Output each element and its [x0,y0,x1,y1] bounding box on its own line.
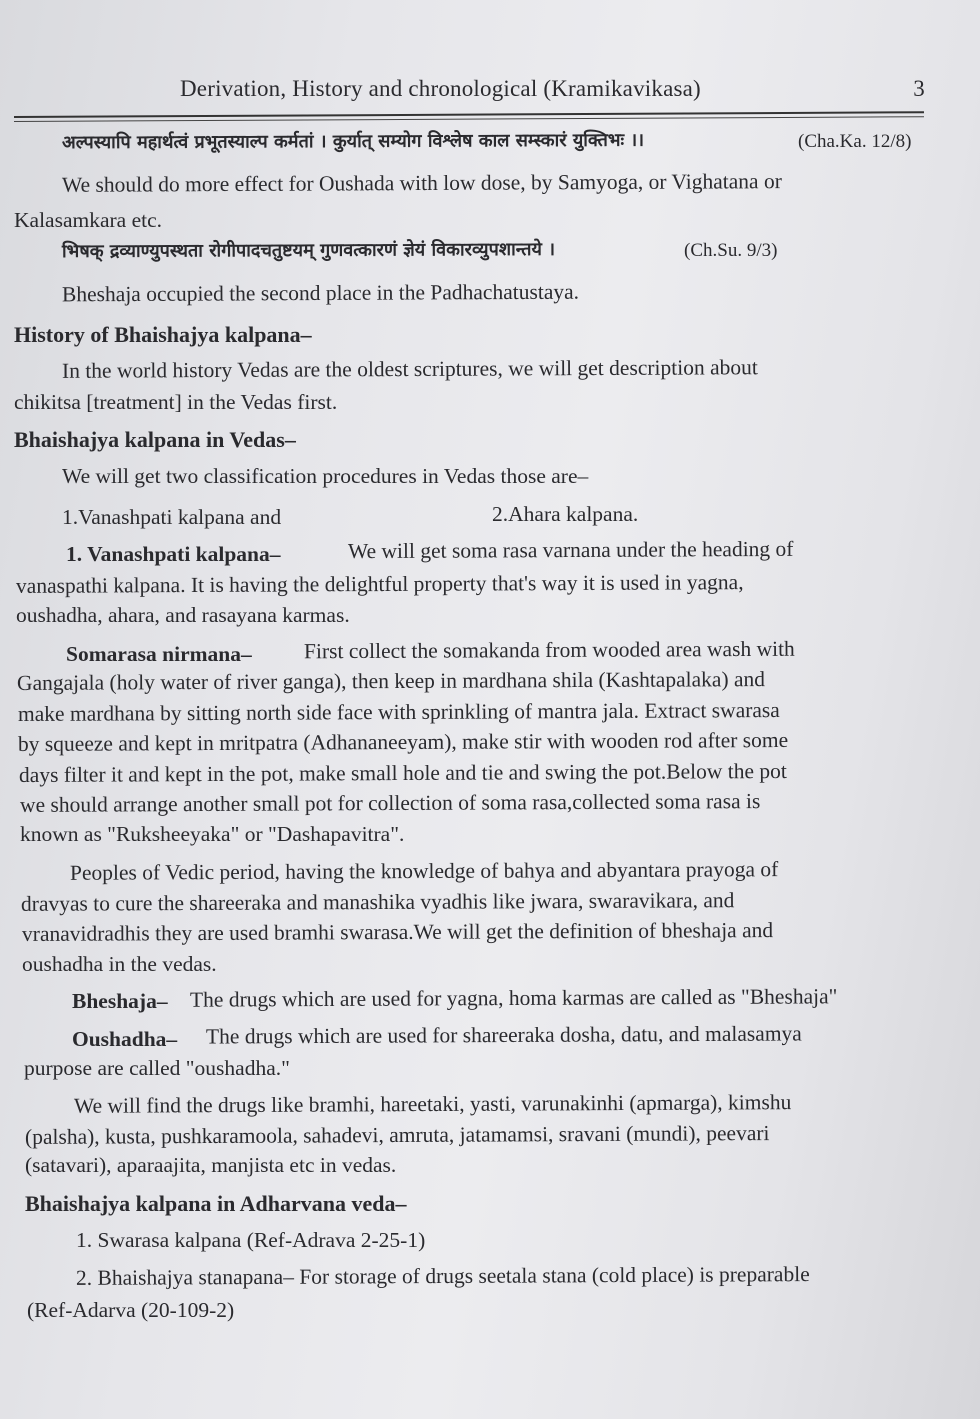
term-heading: Bheshaja– [72,989,168,1013]
list-item: 1. Swarasa kalpana (Ref-Adrava 2-25-1) [76,1228,426,1252]
subheading: Somarasa nirmana– [66,642,252,666]
term-heading: Oushadha– [72,1027,178,1051]
body-line: dravyas to cure the shareeraka and manashika vyadhis like jwara, swaravikara, and [20,888,735,916]
body-line: days filter it and kept in the pot, make small hole and tie and swing the pot.Below the pot [18,758,787,788]
body-line: purpose are called "oushadha." [24,1056,290,1080]
list-item: 2. Bhaishajya stanapana– For storage of drugs seetala stana (cold place) is preparable [75,1262,810,1290]
page-number: 3 [913,76,925,101]
body-line: make mardhana by sitting north side face with sprinkling of mantra jala. Extract swarasa [17,698,780,726]
body-line: We will get two classification procedures in Vedas those are– [62,464,589,488]
section-heading: History of Bhaishajya kalpana– [14,322,312,347]
body-line: oushadha in the vedas. [22,952,217,976]
verse-reference: (Cha.Ka. 12/8) [798,131,912,152]
body-line: In the world history Vedas are the oldest scriptures, we will get description about [61,355,758,383]
body-line: We will find the drugs like bramhi, hareetaki, yasti, varunakinhi (apmarga), kimshu [73,1090,792,1118]
body-line: The drugs which are used for yagna, homa karmas are called as "Bheshaja" [189,984,838,1012]
sanskrit-verse: भिषक् द्रव्याण्युपस्थता रोगीपादचतुष्टयम् गुणवत्कारणं ज्ञेयं विकारव्युपशान्तये । [61,238,556,263]
body-line: Bheshaja occupied the second place in the Padhachatustaya. [61,279,580,307]
header-title: Derivation, History and chronological (Kramikavikasa) [180,76,701,101]
verse-reference: (Ch.Su. 9/3) [684,240,778,261]
section-heading: Bhaishajya kalpana in Vedas– [14,427,296,452]
body-line: by squeeze and kept in mritpatra (Adhananeeyam), make stir with wooden rod after some [17,727,789,757]
running-header [180,76,925,112]
body-line: oushadha, ahara, and rasayana karmas. [16,603,350,627]
list-item: 2.Ahara kalpana. [492,502,639,526]
body-line: First collect the somakanda from wooded area wash with [303,636,795,664]
body-line: We should do more effect for Oushada with low dose, by Samyoga, or Vighatana or [61,169,782,197]
body-line: (palsha), kusta, pushkaramoola, sahadevi, amruta, jatamamsi, sravani (mundi), peevari [24,1121,770,1149]
section-heading: Bhaishajya kalpana in Adharvana veda– [25,1191,407,1216]
body-line: The drugs which are used for shareeraka dosha, datu, and malasamya [205,1021,802,1049]
body-line: chikitsa [treatment] in the Vedas first. [14,390,338,414]
sanskrit-verse: अल्पस्यापि महार्थत्वं प्रभूतस्याल्प कर्मतां । कुर्यात् सम्योग विश्लेष काल सम्स्कारं युक्तिभः ।। [61,129,645,154]
body-line: Gangajala (holy water of river ganga), then keep in mardhana shila (Kashtapalaka) and [16,667,766,695]
body-line: vranavidradhis they are used bramhi swarasa.We will get the definition of bheshaja and [21,918,774,946]
body-line: we should arrange another small pot for collection of soma rasa,collected soma rasa is [19,789,761,817]
body-line: We will get soma rasa varnana under the heading of [347,536,794,564]
body-line: known as "Ruksheeyaka" or "Dashapavitra". [20,822,405,846]
body-line: vanaspathi kalpana. It is having the delightful property that's way it is used in yagna, [15,570,744,598]
body-line: (satavari), aparaajita, manjista etc in vedas. [25,1153,397,1177]
body-line: Peoples of Vedic period, having the knowledge of bahya and abyantara prayoga of [69,857,779,885]
body-line: Kalasamkara etc. [14,208,163,232]
list-item: 1.Vanashpati kalpana and [62,505,282,529]
body-line: (Ref-Adarva (20-109-2) [27,1298,235,1322]
subheading: 1. Vanashpati kalpana– [66,542,281,566]
